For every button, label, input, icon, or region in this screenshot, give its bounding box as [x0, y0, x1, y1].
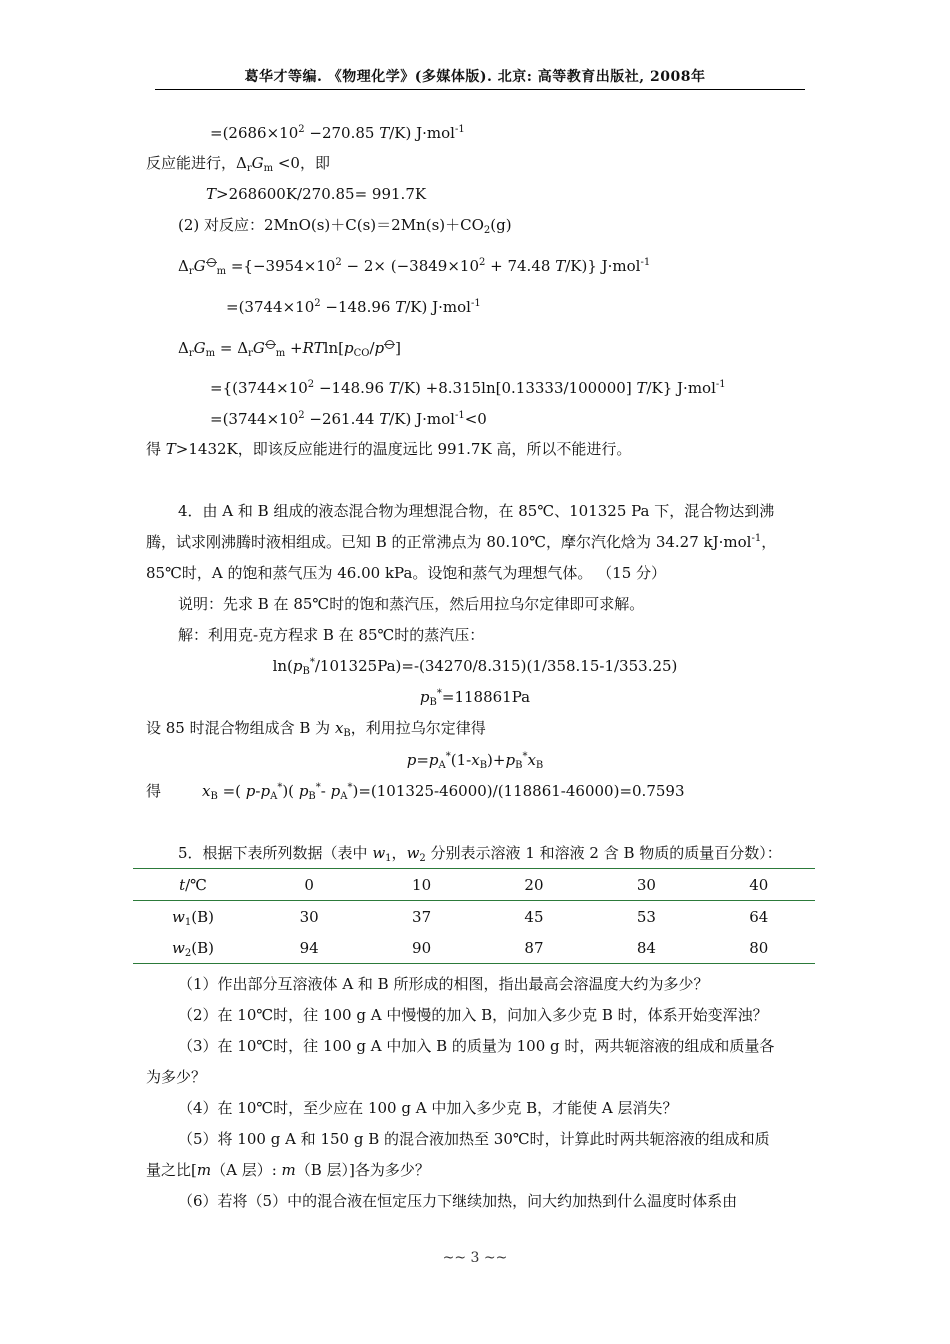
question-3-cont: 为多少？	[146, 1068, 207, 1086]
header-rule	[155, 89, 805, 90]
eq-line-1: $=(2686\times 10^2 -270.85$ T/K) J·mol$^{-1}$	[210, 124, 465, 142]
clausius-equation: $\ln(p_B^*/101325Pa)=-(34270/8.315)(1/358.15-1/353.25)$	[272, 657, 678, 677]
raoult-equation: $p=p_A^*(1-x_B)+p_B^*x_B$	[406, 751, 544, 771]
table-cell: 94	[299, 938, 319, 957]
data-table	[133, 868, 815, 964]
table-row-w2	[133, 932, 815, 964]
eq-line-7: $\Delta_rG_m = \Delta_rG$ $_m +RTln[p_{CO}/p$ ]	[178, 339, 401, 359]
table-cell: 20	[478, 869, 590, 901]
problem-4-line-1: 4．由 A 和 B 组成的液态混合物为理想混合物，在 85℃、101325 Pa 下，混合物达到沸	[178, 502, 775, 520]
question-3: （3）在 10℃时，往 100 g A 中加入 B 的质量为 100 g 时，两共轭溶液的组成和质量各	[178, 1037, 775, 1055]
eq-line-3: T>268600K/270.85= 991.7K	[206, 185, 427, 203]
problem-5-intro: 5．根据下表所列数据（表中 $w_1$，$w_2$ 分别表示溶液 1 和溶液 2 含 B 物质的质量百分数）：	[178, 844, 782, 864]
text-line-2: 反应能进行，$\Delta_rG_m <0$，即	[146, 154, 330, 174]
table-cell: 80	[749, 938, 769, 957]
temp-label-cell: t/℃	[133, 869, 253, 901]
table-cell: 53	[636, 907, 656, 926]
table-cell: 30	[590, 869, 702, 901]
assume-line: 设 85 时混合物组成含 B 为 $x_B$，利用拉乌尔定律得	[146, 719, 486, 739]
eq-line-6: $=(3744\times 10^2 -148.96$ T/K) J·mol$^{-1}$	[226, 298, 481, 316]
table-cell: 87	[524, 938, 544, 957]
table-row-w1	[133, 901, 815, 933]
table-cell: 84	[636, 938, 656, 957]
table-cell: 64	[749, 907, 769, 926]
xb-result-label: 得	[146, 782, 162, 800]
table-cell: 10	[365, 869, 477, 901]
pb-result: $p_B^*=118861Pa$	[419, 688, 531, 708]
explanation-line: 说明：先求 B 在 85℃时的饱和蒸汽压，然后用拉乌尔定律即可求解。	[178, 595, 645, 613]
standard-state-icon	[385, 340, 394, 349]
w1-label-cell: $w_1(B)$	[172, 907, 214, 928]
standard-state-icon	[266, 340, 275, 349]
standard-state-icon	[207, 258, 216, 267]
eq-line-9: $=(3744\times 10^2 -261.44$ T/K) J·mol$^{-1}$<0	[210, 410, 487, 428]
running-header: 葛华才等编. 《物理化学》(多媒体版). 北京: 高等教育出版社, 2008年	[244, 69, 706, 85]
w2-label-cell: $w_2(B)$	[172, 938, 214, 959]
table-cell: 45	[524, 907, 544, 926]
question-5-cont: 量之比[m（A 层）: m（B 层）]各为多少？	[146, 1161, 430, 1179]
conclusion-line: 得 T>1432K，即该反应能进行的温度远比 991.7K 高，所以不能进行。	[146, 440, 632, 458]
table-cell: 0	[253, 869, 365, 901]
problem-4-line-3: 85℃时，A 的饱和蒸气压为 46.00 kPa。设饱和蒸气为理想气体。 （15 分）	[146, 564, 667, 582]
page-number: ~~ 3 ~~	[442, 1250, 508, 1266]
table-cell: 37	[412, 907, 432, 926]
question-5: （5）将 100 g A 和 150 g B 的混合液加热至 30℃时，计算此时两共轭溶液的组成和质	[178, 1130, 770, 1148]
question-1: （1）作出部分互溶液体 A 和 B 所形成的相图，指出最高会溶温度大约为多少？	[178, 975, 709, 993]
xb-result: $x_B$ =( $p-p_A^*$)( $p_B^*-$ $p_A^*)=(101325-46000)/(118861-46000)=0.7593$	[202, 782, 685, 802]
question-4: （4）在 10℃时，至少应在 100 g A 中加入多少克 B，才能使 A 层消失？	[178, 1099, 678, 1117]
table-header-row	[133, 869, 815, 901]
eq-line-8: $=\{(3744\times 10^2 -148.96$ T/K) +8.315ln[0.13333/100000] T/K} J·mol$^{-1}$	[210, 379, 726, 397]
eq-line-5: $\Delta_rG$ $_m =\{-3954\times 10^2 - 2\times (-3849\times 10^2 + 74.48$ T/K)} J·mol$^{-1}$	[178, 257, 651, 277]
solution-line: 解：利用克-克方程求 B 在 85℃时的蒸汽压：	[178, 626, 485, 644]
reaction-line: (2) 对反应：$2MnO(s)+C(s)=2Mn(s)+CO_2(g)$	[178, 216, 512, 236]
table-cell: 90	[412, 938, 432, 957]
question-2: （2）在 10℃时，往 100 g A 中慢慢的加入 B，问加入多少克 B 时，体系开始变浑浊？	[178, 1006, 768, 1024]
table-cell: 40	[703, 869, 815, 901]
question-6: （6）若将（5）中的混合液在恒定压力下继续加热，问大约加热到什么温度时体系由	[178, 1192, 738, 1210]
table-cell: 30	[299, 907, 319, 926]
problem-4-line-2: 腾，试求刚沸腾时液相组成。已知 B 的正常沸点为 80.10℃，摩尔汽化焓为 34.27 kJ·mol$^{-1}$，	[146, 533, 777, 551]
